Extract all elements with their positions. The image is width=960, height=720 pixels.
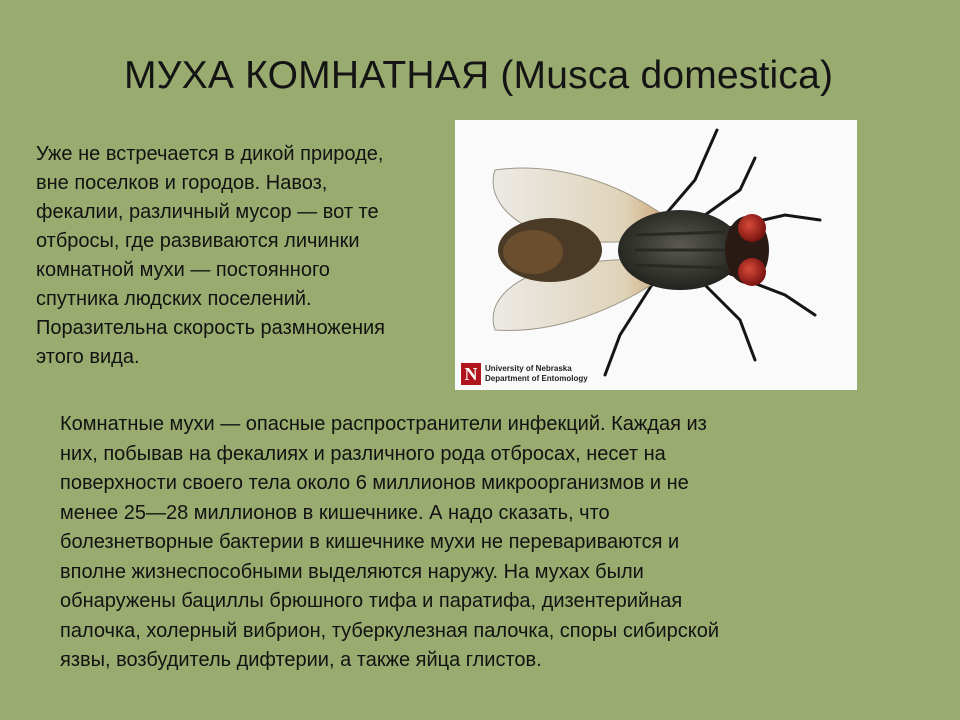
credit-text: [485, 364, 588, 384]
body-line: болезнетворные бактерии в кишечнике мухи не перевариваются и: [60, 531, 680, 553]
body-line: Комнатные мухи — опасные распространители инфекций. Каждая из: [60, 413, 707, 435]
body-line: вполне жизнеспособными выделяются наружу. На мухах были: [60, 560, 644, 583]
university-logo: N: [461, 363, 481, 385]
slide-title: МУХА КОМНАТНАЯ (Musca domestica): [124, 54, 834, 97]
body-line: палочка, холерный вибрион, туберкулезная палочка, споры сибирской: [60, 619, 720, 642]
intro-line: отбросы, где развиваются личинки: [36, 230, 360, 252]
body-line: менее 25—28 миллионов в кишечнике. А надо сказать, что: [60, 501, 610, 524]
photo-credit: [461, 363, 588, 385]
main-paragraph: [60, 410, 920, 676]
intro-line: этого вида.: [36, 346, 140, 368]
body-line: язвы, возбудитель дифтерии, а также яйца глистов.: [60, 649, 542, 671]
house-fly-photo: [455, 120, 857, 390]
body-line: обнаружены бациллы брюшного тифа и паратифа, дизентерийная: [60, 590, 683, 612]
body-line: них, побывав на фекалиях и различного рода отбросах, несет на: [60, 442, 666, 465]
intro-paragraph: [36, 140, 466, 372]
credit-line: University of Nebraska: [485, 364, 572, 373]
body-line: поверхности своего тела около 6 миллионов микроорганизмов и не: [60, 472, 689, 494]
intro-line: Поразительна скорость размножения: [36, 317, 385, 339]
intro-line: спутника людских поселений.: [36, 288, 312, 310]
intro-line: Уже не встречается в дикой природе,: [36, 143, 384, 165]
credit-line: Department of Entomology: [485, 374, 588, 383]
intro-line: фекалии, различный мусор — вот те: [36, 201, 379, 223]
intro-line: комнатной мухи — постоянного: [36, 259, 330, 281]
intro-line: вне поселков и городов. Навоз,: [36, 172, 328, 194]
fly-illustration: [455, 120, 857, 390]
